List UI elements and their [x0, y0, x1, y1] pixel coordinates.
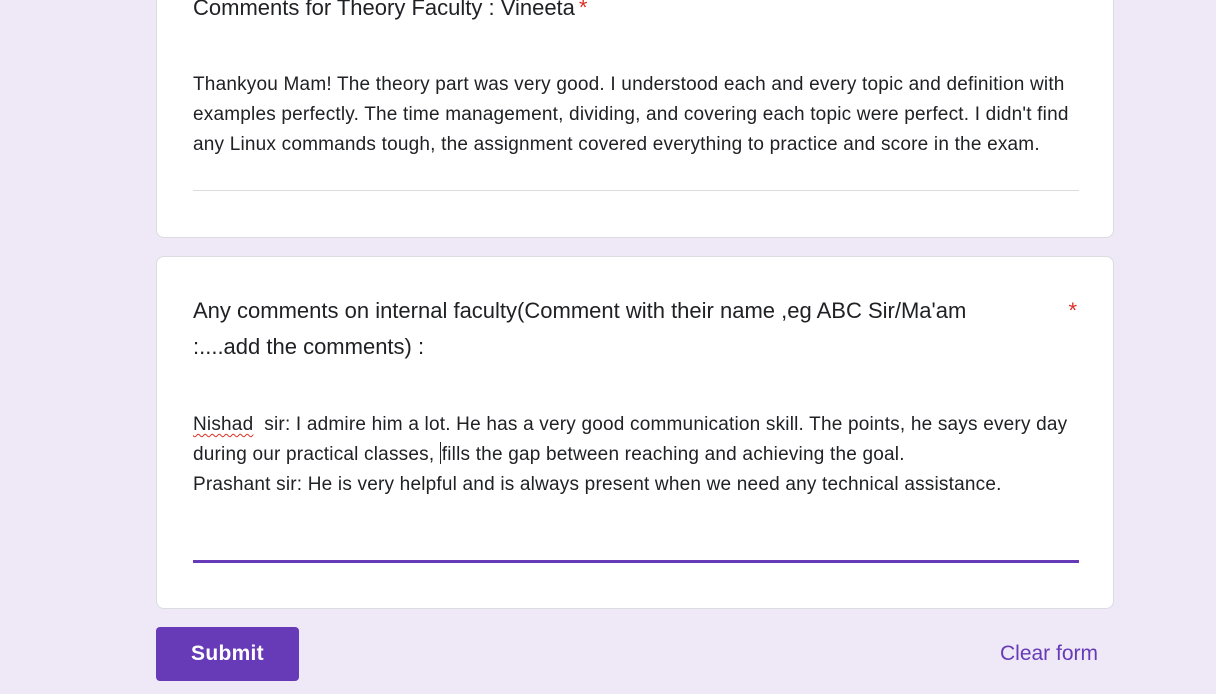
answer-text-before-caret: sir: I admire him a lot. He has a very good communication skill. The points, he says every day during our practical classes, [193, 414, 1073, 465]
question-title [193, 0, 1077, 26]
submit-button[interactable]: Submit [156, 627, 299, 681]
question-card-internal-faculty [156, 256, 1114, 609]
answer-underline-focused [193, 560, 1079, 563]
question-title-text: Any comments on internal faculty(Comment with their name ,eg ABC Sir/Ma'am :....add the comments) : [193, 298, 967, 359]
question-card-theory-faculty [156, 0, 1114, 238]
misspelled-word: Nishad [193, 414, 254, 435]
text-caret [440, 442, 441, 464]
question-title [193, 293, 1077, 365]
answer-underline [193, 190, 1079, 191]
question-title-text: Comments for Theory Faculty : Vineeta [193, 0, 575, 20]
answer-textarea-theory-faculty[interactable]: Thankyou Mam! The theory part was very good. I understood each and every topic and definition with examples perfectly. The time management, dividing, and covering each topic were perfect. I didn't find any Linux commands tough, the assignment covered everything to practice and score in the exam. [193, 74, 1075, 155]
clear-form-button[interactable]: Clear form [980, 627, 1118, 681]
required-asterisk: * [578, 0, 588, 20]
required-asterisk: * [1068, 298, 1077, 323]
answer-text-after-caret: fills the gap between reaching and achieving the goal. Prashant sir: He is very helpful and is always present when we need any technical assistance. [193, 444, 1002, 495]
answer-textarea-internal-faculty[interactable] [193, 410, 1079, 500]
